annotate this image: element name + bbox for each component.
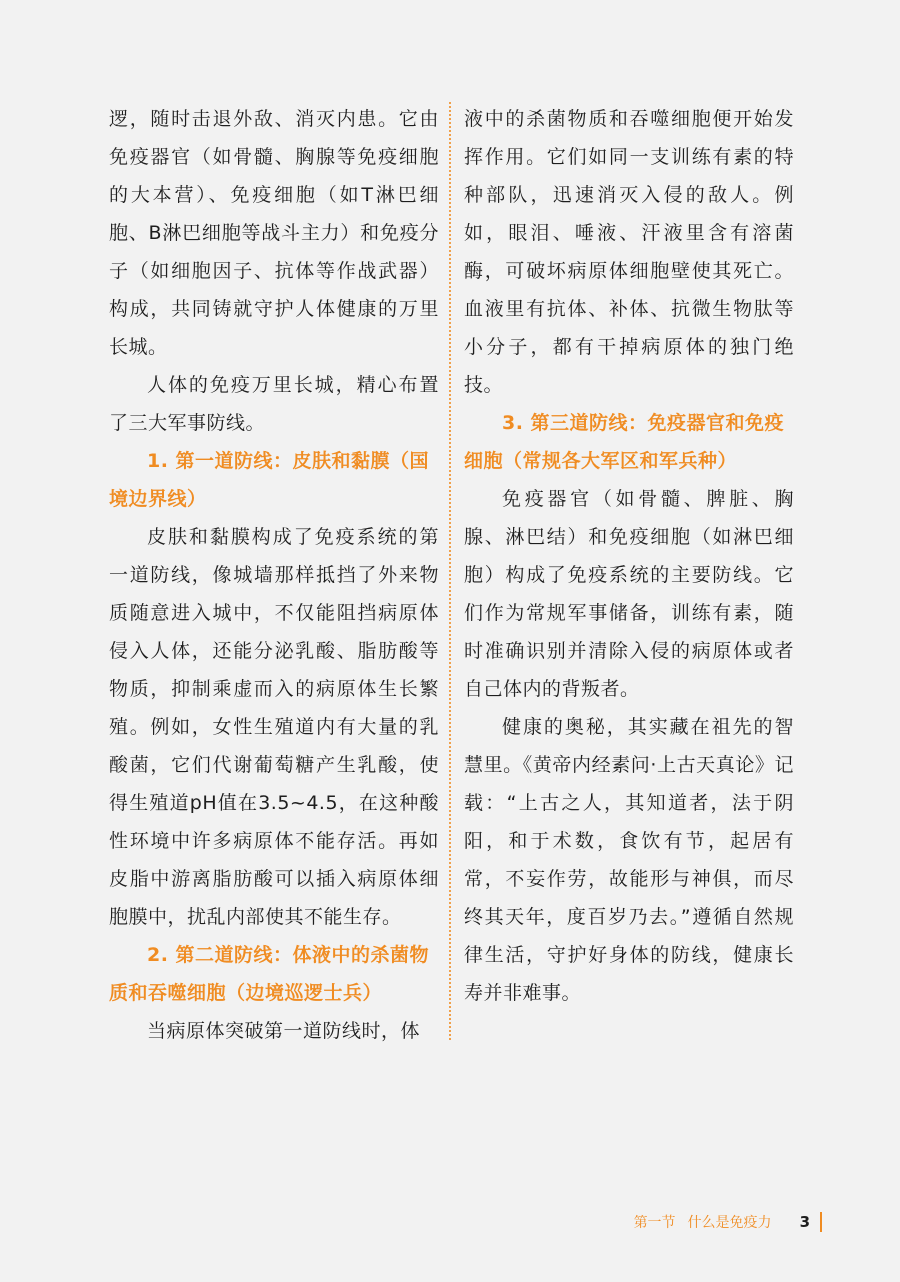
footer-section-title: 什么是免疫力 (687, 1215, 772, 1231)
column-divider (449, 102, 451, 1040)
body-paragraph: 液中的杀菌物质和吞噬细胞便开始发挥作用。它们如同一支训练有素的特种部队，迅速消灭入侵的敌人。例如，眼泪、唾液、汗液里含有溶菌酶，可破坏病原体细胞壁使其死亡。血液里有抗体、补体、抗微生物肽等小分子，都有干掉病原体的独门绝技。 (464, 108, 794, 396)
page-footer (634, 1210, 822, 1234)
section-heading-third-line: 3. 第三道防线：免疫器官和免疫细胞（常规各大军区和军兵种） (464, 412, 785, 472)
body-paragraph: 皮肤和黏膜构成了免疫系统的第一道防线，像城墙那样抵挡了外来物质随意进入城中，不仅能阻挡病原体侵入人体，还能分泌乳酸、脂肪酸等物质，抑制乘虚而入的病原体生长繁殖。例如，女性生殖道内有大量的乳酸菌，它们代谢葡萄糖产生乳酸，使得生殖道pH值在3.5~4.5，在这种酸性环境中许多病原体不能存活。再如皮脂中游离脂肪酸可以插入病原体细胞膜中，扰乱内部使其不能生存。 (109, 526, 439, 928)
section-heading-first-line: 1. 第一道防线：皮肤和黏膜（国境边界线） (109, 450, 430, 510)
left-column (109, 100, 439, 1050)
footer-bar (820, 1212, 822, 1232)
page-number: 3 (799, 1213, 810, 1231)
body-paragraph: 健康的奥秘，其实藏在祖先的智慧里。《黄帝内经素问·上古天真论》记载：“上古之人，其知道者，法于阴阳，和于术数，食饮有节，起居有常，不妄作劳，故能形与神俱，而尽终其天年，度百岁乃去。”遵循自然规律生活，守护好身体的防线，健康长寿并非难事。 (464, 716, 794, 1004)
body-paragraph: 当病原体突破第一道防线时，体 (147, 1020, 421, 1042)
body-paragraph: 逻，随时击退外敌、消灭内患。它由免疫器官（如骨髓、胸腺等免疫细胞的大本营）、免疫细胞（如T淋巴细胞、B淋巴细胞等战斗主力）和免疫分子（如细胞因子、抗体等作战武器）构成，共同铸就守护人体健康的万里长城。 (109, 108, 439, 358)
footer-section-number: 第一节 (633, 1215, 676, 1231)
right-column (464, 100, 794, 1012)
body-paragraph: 人体的免疫万里长城，精心布置了三大军事防线。 (109, 374, 439, 434)
section-heading-second-line: 2. 第二道防线：体液中的杀菌物质和吞噬细胞（边境巡逻士兵） (109, 944, 430, 1004)
body-paragraph: 免疫器官（如骨髓、脾脏、胸腺、淋巴结）和免疫细胞（如淋巴细胞）构成了免疫系统的主要防线。它们作为常规军事储备，训练有素，随时准确识别并清除入侵的病原体或者自己体内的背叛者。 (464, 488, 794, 700)
